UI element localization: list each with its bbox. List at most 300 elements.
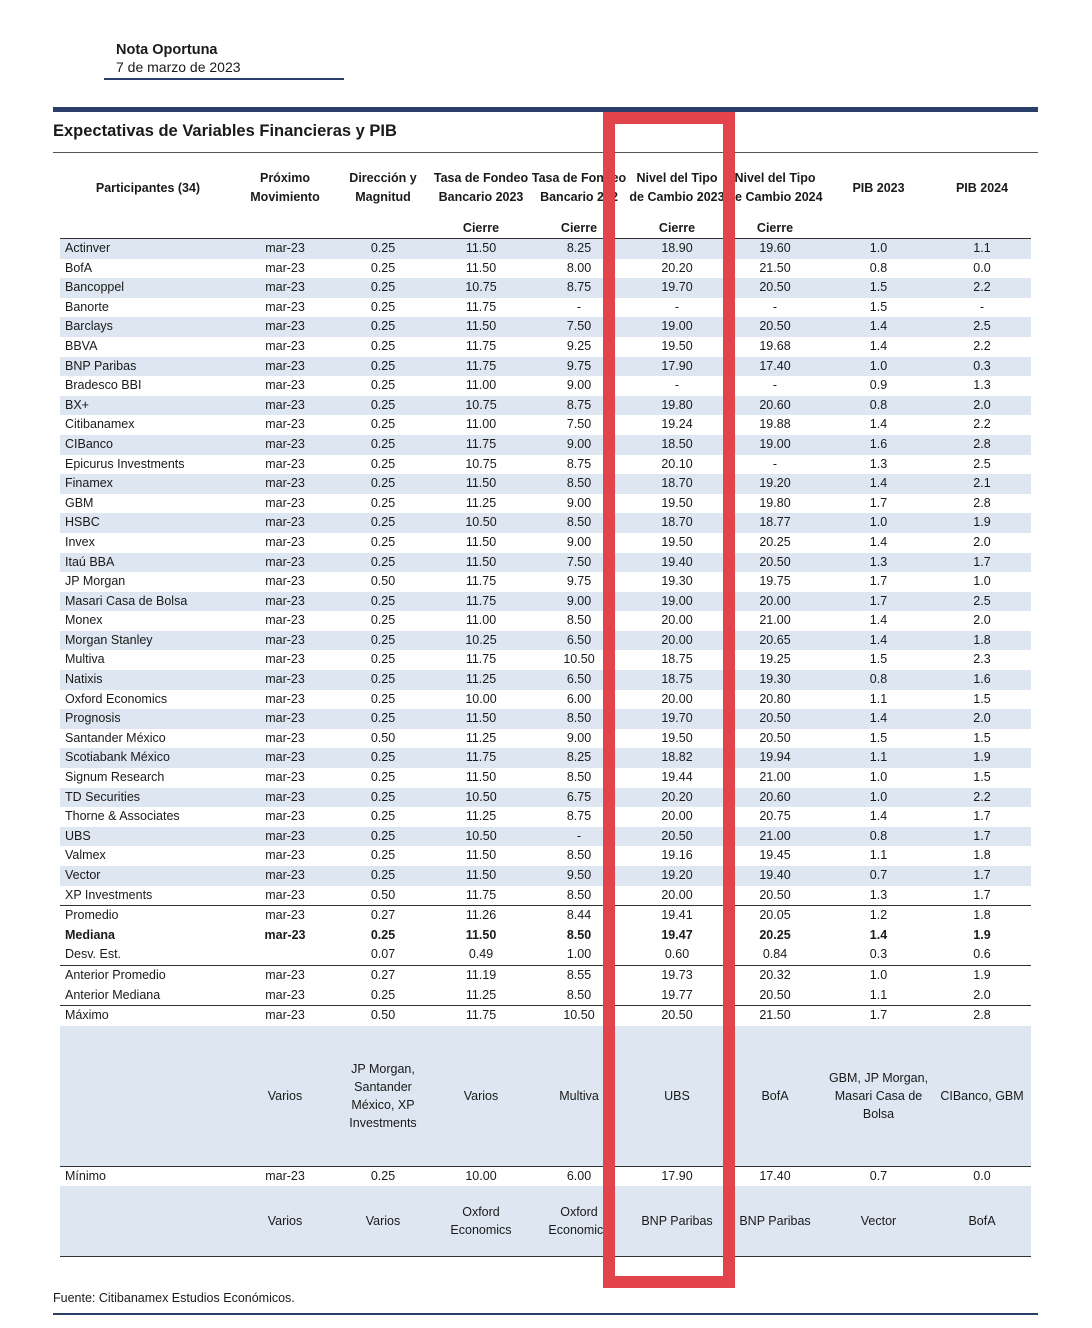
cell-value: 0.25 bbox=[334, 553, 432, 573]
cell-value: 10.50 bbox=[432, 788, 530, 808]
cell-value: 0.50 bbox=[370, 574, 396, 589]
cell-value: 0.0 bbox=[933, 1166, 1031, 1186]
cell-value: 11.75 bbox=[465, 338, 497, 353]
row-label: Vector bbox=[60, 866, 236, 886]
cell-value: 10.75 bbox=[432, 396, 530, 416]
cell-value: 9.00 bbox=[566, 378, 592, 393]
column-subheader bbox=[334, 218, 432, 239]
cell-value: Multiva bbox=[530, 1026, 628, 1167]
cell-value: 8.25 bbox=[530, 239, 628, 259]
cell-value: 0.25 bbox=[370, 691, 396, 706]
cell-value: 8.50 bbox=[566, 613, 592, 628]
row-label: Thorne & Associates bbox=[65, 809, 180, 824]
row-label: Invex bbox=[65, 534, 95, 549]
column-header: Nivel del Tipo de Cambio 2023 bbox=[629, 171, 725, 204]
cell-value: 0.9 bbox=[869, 378, 888, 393]
cell-value: 1.4 bbox=[824, 631, 933, 651]
table-row bbox=[60, 768, 1031, 788]
cell-value: CIBanco, GBM bbox=[933, 1026, 1031, 1167]
cell-value: 0.25 bbox=[334, 592, 432, 612]
cell-value: 19.50 bbox=[661, 338, 693, 353]
cell-value: mar-23 bbox=[236, 670, 334, 690]
cell-value: 18.70 bbox=[628, 513, 726, 533]
row-label: Oxford Economics bbox=[65, 691, 168, 706]
cell-value: mar-23 bbox=[236, 435, 334, 455]
cell-value: mar-23 bbox=[265, 848, 305, 863]
table-row bbox=[60, 748, 1031, 768]
column-subheader bbox=[933, 218, 1031, 239]
cell-value: mar-23 bbox=[265, 534, 305, 549]
cell-value: 20.00 bbox=[726, 592, 824, 612]
cell-value: 1.4 bbox=[824, 709, 933, 729]
cell-value bbox=[236, 945, 334, 965]
table-row bbox=[60, 631, 1031, 651]
row-label: GBM bbox=[65, 495, 94, 510]
cell-value: 2.3 bbox=[973, 652, 991, 667]
cell-value: 20.50 bbox=[759, 987, 791, 1002]
cell-value: mar-23 bbox=[236, 474, 334, 494]
row-label: Epicurus Investments bbox=[65, 456, 185, 471]
cell-value: 7.50 bbox=[530, 317, 628, 337]
row-label bbox=[60, 1026, 236, 1167]
table-row bbox=[60, 886, 1031, 906]
cell-value: 1.5 bbox=[869, 652, 888, 667]
cell-value: 8.50 bbox=[566, 927, 592, 942]
cell-value: 11.50 bbox=[432, 239, 530, 259]
cell-value: 2.8 bbox=[973, 495, 991, 510]
cell-value: 0.25 bbox=[370, 534, 396, 549]
table-row bbox=[60, 611, 1031, 631]
cell-value: 1.0 bbox=[824, 239, 933, 259]
cell-value: 21.50 bbox=[759, 260, 791, 275]
column-subheader: Cierre bbox=[530, 218, 628, 239]
cell-value: 20.00 bbox=[661, 613, 693, 628]
cell-value: 18.70 bbox=[628, 474, 726, 494]
cell-value: 11.50 bbox=[465, 848, 497, 863]
cell-value: 9.00 bbox=[566, 534, 592, 549]
cell-value: 10.75 bbox=[432, 278, 530, 298]
cell-value: 0.0 bbox=[973, 260, 991, 275]
cell-value: 1.6 bbox=[933, 670, 1031, 690]
cell-value: mar-23 bbox=[265, 691, 305, 706]
table-row bbox=[60, 455, 1031, 475]
cell-value: 11.50 bbox=[432, 553, 530, 573]
cell-value: 0.25 bbox=[334, 239, 432, 259]
column-subheader bbox=[236, 218, 334, 239]
cell-value: 0.27 bbox=[334, 906, 432, 926]
cell-value: 2.2 bbox=[973, 417, 991, 432]
cell-value: 20.20 bbox=[661, 260, 693, 275]
cell-value: 11.50 bbox=[432, 317, 530, 337]
cell-value: 1.9 bbox=[933, 748, 1031, 768]
cell-value: 20.50 bbox=[726, 278, 824, 298]
cell-value: 0.25 bbox=[334, 827, 432, 847]
cell-value: 19.00 bbox=[628, 592, 726, 612]
table-row bbox=[60, 650, 1031, 670]
cell-value: mar-23 bbox=[264, 927, 306, 942]
table-row bbox=[60, 239, 1031, 259]
mediana-row bbox=[60, 926, 1031, 946]
cell-value: 20.00 bbox=[661, 887, 693, 902]
cell-value: 0.25 bbox=[334, 748, 432, 768]
cell-value: BofA bbox=[726, 1026, 824, 1167]
table-row bbox=[60, 259, 1031, 279]
cell-value: 18.75 bbox=[661, 652, 693, 667]
table-row bbox=[60, 866, 1031, 886]
cell-value: 7.50 bbox=[530, 553, 628, 573]
cell-value: 1.4 bbox=[869, 809, 888, 824]
cell-value: 8.50 bbox=[566, 887, 592, 902]
row-label: Mínimo bbox=[60, 1166, 236, 1186]
cell-value: - bbox=[576, 299, 582, 314]
cell-value: mar-23 bbox=[265, 987, 305, 1002]
cell-value: 10.50 bbox=[530, 1006, 628, 1026]
table-row bbox=[60, 513, 1031, 533]
cell-value: 0.25 bbox=[334, 670, 432, 690]
cell-value: 19.45 bbox=[759, 848, 791, 863]
table-row bbox=[60, 357, 1031, 377]
maximo-row bbox=[60, 1006, 1031, 1026]
cell-value: 10.75 bbox=[465, 456, 497, 471]
cell-value: mar-23 bbox=[236, 592, 334, 612]
table-row bbox=[60, 494, 1031, 514]
cell-value: mar-23 bbox=[236, 866, 334, 886]
cell-value: 19.25 bbox=[759, 652, 791, 667]
minimo-source-row bbox=[60, 1186, 1031, 1257]
cell-value: 1.5 bbox=[824, 278, 933, 298]
cell-value: JP Morgan, Santander México, XP Investments bbox=[334, 1026, 432, 1167]
cell-value: 20.50 bbox=[726, 709, 824, 729]
cell-value: 20.60 bbox=[726, 396, 824, 416]
cell-value: 20.20 bbox=[628, 788, 726, 808]
table-row bbox=[60, 337, 1031, 357]
cell-value: 11.50 bbox=[465, 770, 497, 785]
cell-value: 1.4 bbox=[869, 338, 888, 353]
cell-value: 9.00 bbox=[566, 730, 592, 745]
cell-value: 0.25 bbox=[334, 396, 432, 416]
cell-value: 11.25 bbox=[465, 495, 497, 510]
cell-value: 19.20 bbox=[726, 474, 824, 494]
cell-value: GBM, JP Morgan, Masari Casa de Bolsa bbox=[824, 1026, 933, 1167]
row-label: Prognosis bbox=[60, 709, 236, 729]
cell-value: - bbox=[530, 827, 628, 847]
cell-value: 1.6 bbox=[824, 435, 933, 455]
table-row bbox=[60, 788, 1031, 808]
cell-value: mar-23 bbox=[265, 652, 305, 667]
desv-row bbox=[60, 945, 1031, 965]
document-date: 7 de marzo de 2023 bbox=[116, 59, 241, 75]
cell-value: 19.88 bbox=[759, 417, 791, 432]
cell-value: 0.25 bbox=[370, 652, 396, 667]
cell-value: 0.25 bbox=[370, 987, 396, 1002]
table-row bbox=[60, 807, 1031, 827]
cell-value: 2.0 bbox=[933, 709, 1031, 729]
cell-value: 1.8 bbox=[973, 848, 991, 863]
cell-value: 21.00 bbox=[726, 827, 824, 847]
cell-value: 11.50 bbox=[432, 709, 530, 729]
cell-value: 20.60 bbox=[726, 788, 824, 808]
maximo-source-row bbox=[60, 1026, 1031, 1167]
row-label: Anterior Mediana bbox=[65, 987, 161, 1002]
cell-value: 7.50 bbox=[566, 417, 592, 432]
cell-value: 17.40 bbox=[726, 1166, 824, 1186]
cell-value: 0.8 bbox=[824, 396, 933, 416]
cell-value: mar-23 bbox=[265, 495, 305, 510]
cell-value: 1.7 bbox=[933, 827, 1031, 847]
column-header: Participantes (34) bbox=[95, 180, 201, 195]
cell-value: 1.4 bbox=[869, 417, 888, 432]
row-label: XP Investments bbox=[65, 887, 153, 902]
cell-value: 0.25 bbox=[370, 260, 396, 275]
cell-value: 17.90 bbox=[628, 1166, 726, 1186]
cell-value: 1.3 bbox=[824, 553, 933, 573]
cell-value: 10.50 bbox=[432, 827, 530, 847]
cell-value: 1.8 bbox=[933, 906, 1031, 926]
cell-value: 18.75 bbox=[628, 670, 726, 690]
cell-value: 2.2 bbox=[933, 788, 1031, 808]
cell-value: 11.75 bbox=[465, 299, 497, 314]
cell-value: BofA bbox=[933, 1186, 1031, 1257]
cell-value: mar-23 bbox=[236, 513, 334, 533]
cell-value: mar-23 bbox=[236, 357, 334, 377]
cell-value: 17.40 bbox=[726, 357, 824, 377]
highlight-box-tipo-cambio-2023 bbox=[603, 112, 735, 1288]
table-row bbox=[60, 690, 1031, 710]
row-label: JP Morgan bbox=[65, 574, 126, 589]
cell-value: mar-23 bbox=[236, 631, 334, 651]
cell-value: 0.25 bbox=[370, 495, 396, 510]
cell-value: 19.47 bbox=[661, 927, 693, 942]
table-row bbox=[60, 572, 1031, 592]
cell-value: mar-23 bbox=[236, 788, 334, 808]
cell-value: 0.25 bbox=[334, 317, 432, 337]
cell-value: mar-23 bbox=[236, 827, 334, 847]
row-label: CIBanco bbox=[60, 435, 236, 455]
table-row bbox=[60, 317, 1031, 337]
cell-value: 11.75 bbox=[432, 1006, 530, 1026]
cell-value: 1.0 bbox=[824, 788, 933, 808]
cell-value: 1.7 bbox=[933, 866, 1031, 886]
cell-value: 10.25 bbox=[432, 631, 530, 651]
cell-value: mar-23 bbox=[265, 770, 305, 785]
cell-value: 19.94 bbox=[726, 748, 824, 768]
cell-value: mar-23 bbox=[236, 396, 334, 416]
cell-value: mar-23 bbox=[265, 338, 305, 353]
cell-value: 11.75 bbox=[432, 592, 530, 612]
table-row bbox=[60, 827, 1031, 847]
cell-value: 20.50 bbox=[726, 317, 824, 337]
cell-value: 8.50 bbox=[566, 848, 592, 863]
bottom-divider bbox=[53, 1313, 1038, 1315]
table-row bbox=[60, 709, 1031, 729]
row-label: BBVA bbox=[65, 338, 98, 353]
cell-value: mar-23 bbox=[236, 709, 334, 729]
expectations-table bbox=[60, 158, 1031, 1257]
cell-value: 20.05 bbox=[726, 906, 824, 926]
cell-value: 11.75 bbox=[432, 357, 530, 377]
row-label: Banorte bbox=[65, 299, 109, 314]
cell-value: 8.75 bbox=[530, 278, 628, 298]
cell-value: 0.84 bbox=[762, 947, 788, 962]
cell-value: 19.50 bbox=[661, 534, 693, 549]
cell-value: 0.25 bbox=[334, 357, 432, 377]
cell-value: 11.75 bbox=[465, 574, 497, 589]
cell-value: mar-23 bbox=[265, 887, 305, 902]
cell-value: 0.25 bbox=[370, 848, 396, 863]
row-label: BX+ bbox=[60, 396, 236, 416]
cell-value: 11.75 bbox=[432, 435, 530, 455]
cell-value: 0.25 bbox=[334, 474, 432, 494]
column-header: Tasa de Fondeo Bancario 2023 bbox=[433, 171, 529, 204]
column-header: Tasa de Fondeo Bancario 202 bbox=[531, 171, 627, 204]
cell-value: 0.25 bbox=[334, 1166, 432, 1186]
cell-value: 1.4 bbox=[869, 613, 888, 628]
cell-value: 1.9 bbox=[933, 965, 1031, 985]
cell-value: 10.50 bbox=[432, 513, 530, 533]
cell-value: 1.7 bbox=[824, 1006, 933, 1026]
cell-value: 1.9 bbox=[973, 927, 991, 942]
cell-value: 1.9 bbox=[933, 513, 1031, 533]
row-label: Barclays bbox=[60, 317, 236, 337]
cell-value: 6.00 bbox=[530, 1166, 628, 1186]
cell-value: 0.25 bbox=[370, 613, 396, 628]
cell-value: 0.6 bbox=[973, 947, 991, 962]
cell-value: 2.0 bbox=[973, 613, 991, 628]
table-row bbox=[60, 278, 1031, 298]
cell-value: 20.25 bbox=[759, 534, 791, 549]
row-label: Masari Casa de Bolsa bbox=[60, 592, 236, 612]
cell-value: mar-23 bbox=[236, 1166, 334, 1186]
column-header: Nivel del Tipo de Cambio 2024 bbox=[727, 171, 823, 204]
row-label: Mediana bbox=[65, 927, 116, 942]
cell-value: 0.50 bbox=[334, 1006, 432, 1026]
table-row bbox=[60, 474, 1031, 494]
cell-value: 0.25 bbox=[334, 631, 432, 651]
table-row bbox=[60, 592, 1031, 612]
cell-value: Oxford Economics bbox=[432, 1186, 530, 1257]
cell-value: 0.50 bbox=[370, 887, 396, 902]
row-label: Santander México bbox=[65, 730, 166, 745]
cell-value: 10.50 bbox=[563, 652, 595, 667]
cell-value: 1.1 bbox=[869, 987, 888, 1002]
row-label: Promedio bbox=[60, 906, 236, 926]
cell-value: 0.25 bbox=[334, 709, 432, 729]
cell-value: 18.77 bbox=[726, 513, 824, 533]
cell-value: 0.25 bbox=[334, 513, 432, 533]
cell-value: 9.00 bbox=[530, 435, 628, 455]
cell-value: 19.41 bbox=[628, 906, 726, 926]
cell-value: 8.44 bbox=[530, 906, 628, 926]
cell-value: 18.90 bbox=[628, 239, 726, 259]
cell-value: 10.00 bbox=[432, 1166, 530, 1186]
cell-value: 20.00 bbox=[661, 691, 693, 706]
cell-value: 17.90 bbox=[628, 357, 726, 377]
cell-value: mar-23 bbox=[265, 417, 305, 432]
cell-value: 19.00 bbox=[726, 435, 824, 455]
cell-value: 1.7 bbox=[869, 495, 888, 510]
cell-value: 2.5 bbox=[973, 456, 991, 471]
cell-value: 19.70 bbox=[628, 278, 726, 298]
cell-value: 19.20 bbox=[628, 866, 726, 886]
cell-value: 0.25 bbox=[370, 456, 396, 471]
cell-value: 0.25 bbox=[334, 788, 432, 808]
cell-value: 8.50 bbox=[530, 709, 628, 729]
cell-value: 19.70 bbox=[628, 709, 726, 729]
row-label: Bancoppel bbox=[60, 278, 236, 298]
row-label: Anterior Promedio bbox=[60, 965, 236, 985]
row-label: Finamex bbox=[60, 474, 236, 494]
cell-value: 19.80 bbox=[628, 396, 726, 416]
cell-value: 1.00 bbox=[566, 947, 592, 962]
row-label: HSBC bbox=[60, 513, 236, 533]
cell-value: BNP Paribas bbox=[726, 1186, 824, 1257]
cell-value: 10.00 bbox=[465, 691, 497, 706]
cell-value: Vector bbox=[824, 1186, 933, 1257]
cell-value: 0.25 bbox=[370, 927, 396, 942]
cell-value: 11.19 bbox=[432, 965, 530, 985]
cell-value: 1.7 bbox=[869, 574, 888, 589]
cell-value: mar-23 bbox=[236, 965, 334, 985]
cell-value: 1.4 bbox=[869, 927, 888, 942]
cell-value: 1.0 bbox=[824, 357, 933, 377]
cell-value: 9.00 bbox=[566, 495, 592, 510]
cell-value: 0.25 bbox=[370, 809, 396, 824]
cell-value: 1.7 bbox=[933, 553, 1031, 573]
row-label: BNP Paribas bbox=[60, 357, 236, 377]
column-header: Dirección y Magnitud bbox=[349, 171, 417, 204]
cell-value: 9.00 bbox=[530, 592, 628, 612]
cell-value: 0.50 bbox=[370, 730, 396, 745]
cell-value: 2.8 bbox=[933, 435, 1031, 455]
cell-value: Varios bbox=[236, 1026, 334, 1167]
cell-value: 2.2 bbox=[933, 278, 1031, 298]
column-subheader bbox=[60, 218, 236, 239]
cell-value: 11.25 bbox=[465, 730, 497, 745]
cell-value: 11.00 bbox=[465, 378, 497, 393]
cell-value: 8.00 bbox=[566, 260, 592, 275]
header-underline bbox=[104, 78, 344, 80]
cell-value: 20.75 bbox=[759, 809, 791, 824]
table-row bbox=[60, 435, 1031, 455]
cell-value: Varios bbox=[432, 1026, 530, 1167]
cell-value: - bbox=[979, 299, 985, 314]
anterior-mediana-row bbox=[60, 986, 1031, 1006]
column-subheader: Cierre bbox=[726, 218, 824, 239]
cell-value: 0.25 bbox=[334, 866, 432, 886]
cell-value: 0.8 bbox=[824, 670, 933, 690]
cell-value: 20.50 bbox=[628, 1006, 726, 1026]
row-label: Signum Research bbox=[65, 770, 165, 785]
cell-value: 1.0 bbox=[973, 574, 991, 589]
cell-value: 2.0 bbox=[973, 987, 991, 1002]
cell-value: 0.3 bbox=[933, 357, 1031, 377]
row-label: Citibanamex bbox=[65, 417, 135, 432]
cell-value: mar-23 bbox=[265, 574, 305, 589]
cell-value: 11.75 bbox=[465, 652, 497, 667]
row-label bbox=[60, 1186, 236, 1257]
cell-value: 19.30 bbox=[726, 670, 824, 690]
cell-value: 1.1 bbox=[869, 848, 888, 863]
cell-value: 1.3 bbox=[869, 887, 888, 902]
cell-value: 0.07 bbox=[370, 947, 396, 962]
cell-value: 1.1 bbox=[933, 239, 1031, 259]
cell-value: 20.65 bbox=[726, 631, 824, 651]
cell-value: 18.82 bbox=[628, 748, 726, 768]
row-label: TD Securities bbox=[60, 788, 236, 808]
cell-value: 18.50 bbox=[628, 435, 726, 455]
document-title: Nota Oportuna bbox=[116, 42, 218, 58]
cell-value: 0.7 bbox=[824, 1166, 933, 1186]
